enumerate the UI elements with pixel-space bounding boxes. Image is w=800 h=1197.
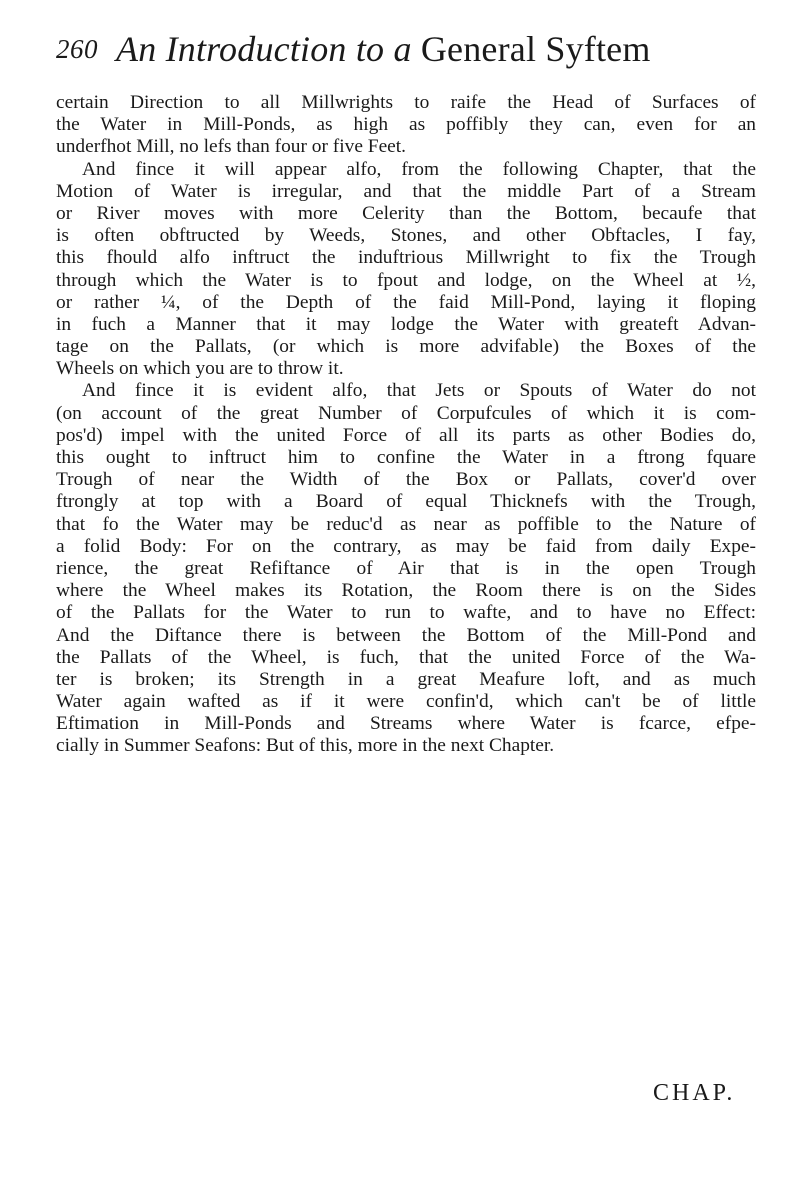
text-line: Trough of near the Width of the Box or Pallats, cover'd over <box>56 469 756 491</box>
text-line: this fhould alfo inftruct the induftrious Millwright to fix the Trough <box>56 247 756 269</box>
text-line: through which the Water is to fpout and lodge, on the Wheel at ½, <box>56 269 756 291</box>
text-line: the Pallats of the Wheel, is fuch, that the united Force of the Wa- <box>56 646 756 668</box>
text-line: the Water in Mill-Ponds, as high as poffibly they can, even for an <box>56 114 756 136</box>
running-title-italic: An Introduction to a <box>116 29 412 69</box>
text-line: ftrongly at top with a Board of equal Thicknefs with the Trough, <box>56 491 756 513</box>
text-line: certain Direction to all Millwrights to raife the Head of Surfaces of <box>56 92 756 113</box>
text-line: in fuch a Manner that it may lodge the Water with greateft Advan- <box>56 313 756 335</box>
text-line: pos'd) impel with the united Force of all its parts as other Bodies do, <box>56 424 756 446</box>
text-line: is often obftructed by Weeds, Stones, and other Obftacles, I fay, <box>56 225 756 247</box>
text-line: Eftimation in Mill-Ponds and Streams where Water is fcarce, efpe- <box>56 713 756 735</box>
text-line: rience, the great Refiftance of Air that is in the open Trough <box>56 557 756 579</box>
paragraph <box>56 92 756 159</box>
text-line: underfhot Mill, no lefs than four or five Feet. <box>56 136 407 158</box>
text-line: a folid Body: For on the contrary, as may be faid from daily Expe- <box>56 535 756 557</box>
running-header <box>56 28 756 80</box>
text-line: or rather ¼, of the Depth of the faid Mill-Pond, laying it floping <box>56 291 756 313</box>
running-title-roman: General Syftem <box>420 29 651 69</box>
text-line: And fince it will appear alfo, from the following Chapter, that the <box>82 158 756 180</box>
text-line: ter is broken; its Strength in a great Meafure loft, and as much <box>56 668 756 690</box>
text-line: Water again wafted as if it were confin'd, which can't be of little <box>56 691 756 713</box>
text-line: And fince it is evident alfo, that Jets or Spouts of Water do not <box>82 380 756 402</box>
running-title <box>116 28 651 70</box>
paragraph <box>56 159 756 381</box>
text-line: (on account of the great Number of Corpufcules of which it is com- <box>56 402 756 424</box>
text-line: Wheels on which you are to throw it. <box>56 358 344 380</box>
catchword: CHAP. <box>653 1080 736 1106</box>
text-line: that fo the Water may be reduc'd as near as poffible to the Nature of <box>56 513 756 535</box>
text-line: cially in Summer Seafons: But of this, more in the next Chapter. <box>56 735 555 757</box>
text-line: Motion of Water is irregular, and that the middle Part of a Stream <box>56 180 756 202</box>
text-line: this ought to inftruct him to confine the Water in a ftrong fquare <box>56 447 756 468</box>
text-line: or River moves with more Celerity than the Bottom, becaufe that <box>56 202 756 224</box>
body-text <box>56 92 756 758</box>
text-line: where the Wheel makes its Rotation, the Room there is on the Sides <box>56 580 756 602</box>
text-line: And the Diftance there is between the Bottom of the Mill-Pond and <box>56 624 756 646</box>
page-number: 260 <box>56 34 98 64</box>
text-line: of the Pallats for the Water to run to wafte, and to have no Effect: <box>56 602 756 624</box>
text-line: tage on the Pallats, (or which is more advifable) the Boxes of the <box>56 336 756 358</box>
paragraph <box>56 380 756 757</box>
